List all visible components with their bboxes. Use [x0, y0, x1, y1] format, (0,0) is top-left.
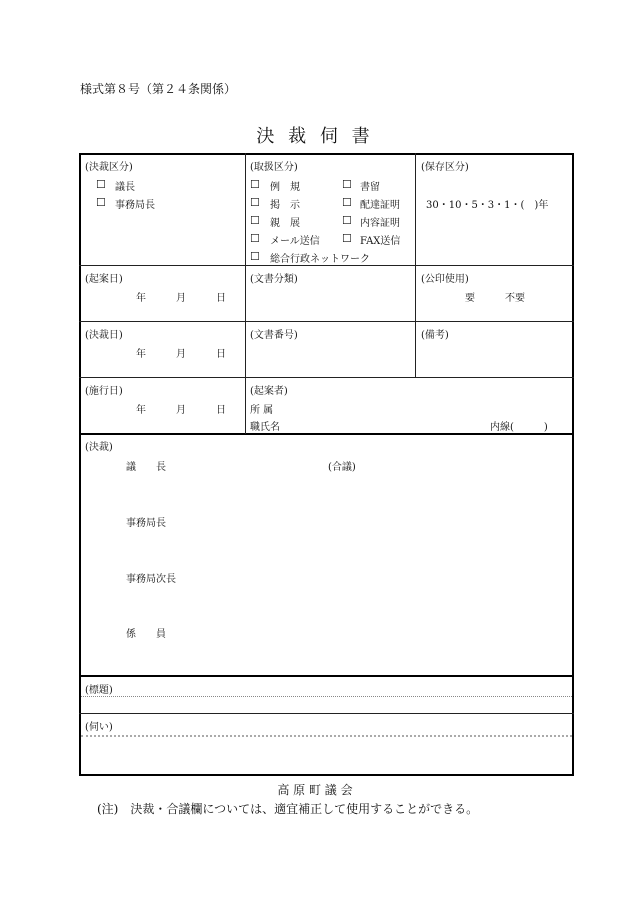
decision-type-label: (決裁区分): [85, 162, 133, 173]
public-use-label: (公印使用): [421, 274, 469, 285]
approval-council: (合議): [328, 462, 356, 473]
checkbox-confidential[interactable]: ☐: [250, 214, 260, 227]
option-director: 事務局長: [115, 200, 155, 211]
option-email: メール送信: [270, 236, 320, 247]
option-chair: 議長: [115, 182, 135, 193]
row-divider-5: [79, 675, 574, 677]
checkbox-delivery-cert[interactable]: ☐: [342, 196, 352, 209]
public-use-required: 要: [465, 293, 475, 304]
remarks-label: (備考): [421, 330, 449, 341]
checkbox-email[interactable]: ☐: [250, 232, 260, 245]
decision-date-year: 年: [136, 349, 146, 360]
retention-label: (保存区分): [421, 162, 469, 173]
checkbox-chair[interactable]: ☐: [96, 178, 106, 191]
doc-category-label: (文書分類): [250, 274, 298, 285]
draft-date-year: 年: [136, 293, 146, 304]
drafter-label: (起案者): [250, 386, 288, 397]
checkbox-regulation[interactable]: ☐: [250, 178, 260, 191]
approval-label: (決裁): [85, 442, 113, 453]
decision-date-label: (決裁日): [85, 330, 123, 341]
decision-date-day: 日: [216, 349, 226, 360]
inquiry-dotted-line: [81, 735, 572, 737]
subject-label: (標題): [85, 685, 113, 696]
form-number: 様式第８号（第２４条関係）: [80, 82, 237, 96]
col-divider-1: [245, 153, 246, 434]
drafter-affiliation: 所 属: [250, 405, 274, 416]
row-divider-3: [79, 377, 574, 378]
enforcement-date-day: 日: [216, 405, 226, 416]
checkbox-content-cert[interactable]: ☐: [342, 214, 352, 227]
option-registered: 書留: [360, 182, 380, 193]
checkbox-registered[interactable]: ☐: [342, 178, 352, 191]
checkbox-fax[interactable]: ☐: [342, 232, 352, 245]
option-confidential: 親 展: [270, 218, 300, 229]
decision-date-month: 月: [176, 349, 186, 360]
option-delivery-cert: 配達証明: [360, 200, 400, 211]
subject-dotted-line: [81, 696, 572, 697]
approval-director: 事務局長: [126, 518, 166, 529]
option-lgwan: 総合行政ネットワーク: [270, 254, 370, 265]
row-divider-1: [79, 265, 574, 266]
option-notice: 掲 示: [270, 200, 300, 211]
inquiry-label: (伺い): [85, 722, 113, 733]
retention-values: 30・10・5・3・1・( )年: [426, 200, 549, 211]
page-title: 決 裁 伺 書: [256, 126, 374, 147]
row-divider-4: [79, 433, 574, 435]
enforcement-date-label: (施行日): [85, 386, 123, 397]
approval-chair: 議 長: [126, 462, 166, 473]
checkbox-director[interactable]: ☐: [96, 196, 106, 209]
draft-date-day: 日: [216, 293, 226, 304]
option-fax: FAX送信: [360, 236, 401, 247]
approval-staff: 係 員: [126, 629, 166, 640]
enforcement-date-month: 月: [176, 405, 186, 416]
col-divider-2: [415, 153, 416, 377]
option-content-cert: 内容証明: [360, 218, 400, 229]
enforcement-date-year: 年: [136, 405, 146, 416]
checkbox-notice[interactable]: ☐: [250, 196, 260, 209]
drafter-extension: 内線( ): [490, 422, 548, 433]
footer-note: (注) 決裁・合議欄については、適宜補正して使用することができる。: [97, 802, 479, 816]
draft-date-month: 月: [176, 293, 186, 304]
checkbox-lgwan[interactable]: ☐: [250, 250, 260, 263]
option-regulation: 例 規: [270, 182, 300, 193]
public-use-not-required: 不要: [505, 293, 525, 304]
organization-name: 高 原 町 議 会: [277, 783, 353, 797]
approval-deputy: 事務局次長: [126, 574, 176, 585]
drafter-name: 職氏名: [250, 422, 280, 433]
row-divider-6: [79, 713, 574, 714]
handling-label: (取扱区分): [250, 162, 298, 173]
draft-date-label: (起案日): [85, 274, 123, 285]
doc-number-label: (文書番号): [250, 330, 298, 341]
row-divider-2: [79, 321, 574, 322]
